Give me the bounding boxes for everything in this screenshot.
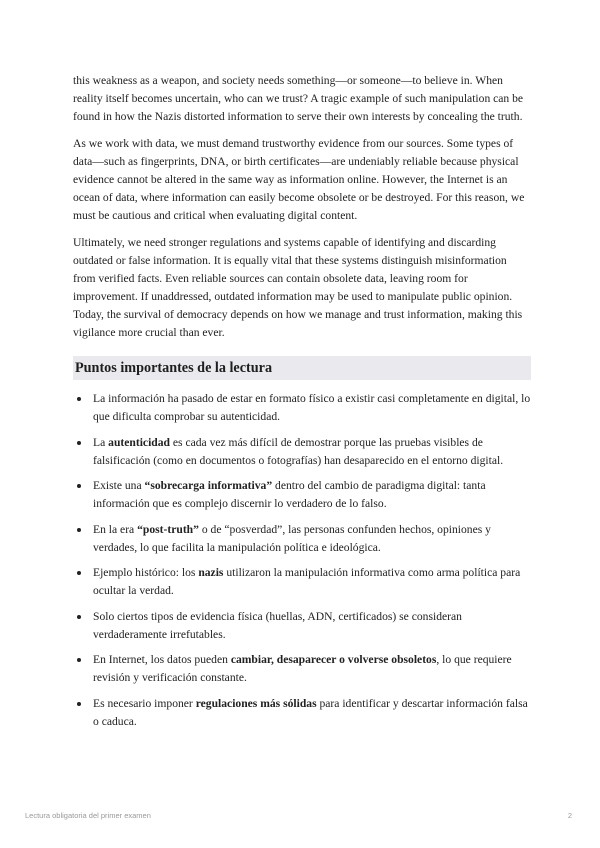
key-points-list — [73, 390, 531, 731]
list-item: Solo ciertos tipos de evidencia física (huellas, ADN, certificados) se consideran verdaderamente irrefutables. — [73, 608, 531, 644]
page-footer — [25, 811, 572, 820]
list-item: La información ha pasado de estar en formato físico a existir casi completamente en digital, lo que dificulta comprobar su autenticidad. — [73, 390, 531, 426]
bullet-icon — [77, 397, 81, 401]
list-item: En Internet, los datos pueden cambiar, desaparecer o volverse obsoletos, lo que requiere revisión y verificación constante. — [73, 651, 531, 687]
bullet-icon — [77, 658, 81, 662]
bullet-icon — [77, 615, 81, 619]
bullet-icon — [77, 702, 81, 706]
list-item: Existe una “sobrecarga informativa” dentro del cambio de paradigma digital: tanta información que es complejo discernir lo verdadero de lo falso. — [73, 477, 531, 513]
section-heading: Puntos importantes de la lectura — [75, 359, 273, 376]
paragraph: Ultimately, we need stronger regulations and systems capable of identifying and discarding outdated or false information. It is equally vital that these systems distinguish misinformation from verified facts. Even reliable sources can contain obsolete data, leaving room for improvement. If unaddressed, outdated information may be used to manipulate public opinion. Today, the survival of democracy depends on how we manage and trust information, making this vigilance more crucial than ever. — [73, 236, 523, 339]
paragraph: As we work with data, we must demand trustworthy evidence from our sources. Some types of data—such as fingerprints, DNA, or birth certificates—are undeniably reliable because physical evidence cannot be altered in the same way as information online. However, the Internet is an ocean of data, where information can easily become obsolete or be destroyed. For this reason, we must be cautious and critical when evaluating digital content. — [73, 137, 525, 222]
paragraph: this weakness as a weapon, and society needs something—or someone—to believe in. When reality itself becomes uncertain, who can we trust? A tragic example of such manipulation can be found in how the Nazis distorted information to serve their own interests by concealing the truth. — [73, 74, 524, 123]
list-item: La autenticidad es cada vez más difícil de demostrar porque las pruebas visibles de falsificación (como en documentos o fotografías) han desaparecido en el entorno digital. — [73, 434, 531, 470]
bullet-icon — [77, 571, 81, 575]
list-item: En la era “post-truth” o de “posverdad”, las personas confunden hechos, opiniones y verdades, lo que facilita la manipulación política e ideológica. — [73, 521, 531, 557]
document-body — [73, 72, 531, 738]
bullet-icon — [77, 484, 81, 488]
list-item: Es necesario imponer regulaciones más sólidas para identificar y descartar información falsa o caduca. — [73, 695, 531, 731]
page-number: 2 — [567, 811, 572, 820]
list-item: Ejemplo histórico: los nazis utilizaron la manipulación informativa como arma política para ocultar la verdad. — [73, 564, 531, 600]
bullet-icon — [77, 528, 81, 532]
footer-document-title: Lectura obligatoria del primer examen — [25, 811, 151, 820]
section-heading-bar — [73, 356, 531, 380]
bullet-icon — [77, 441, 81, 445]
